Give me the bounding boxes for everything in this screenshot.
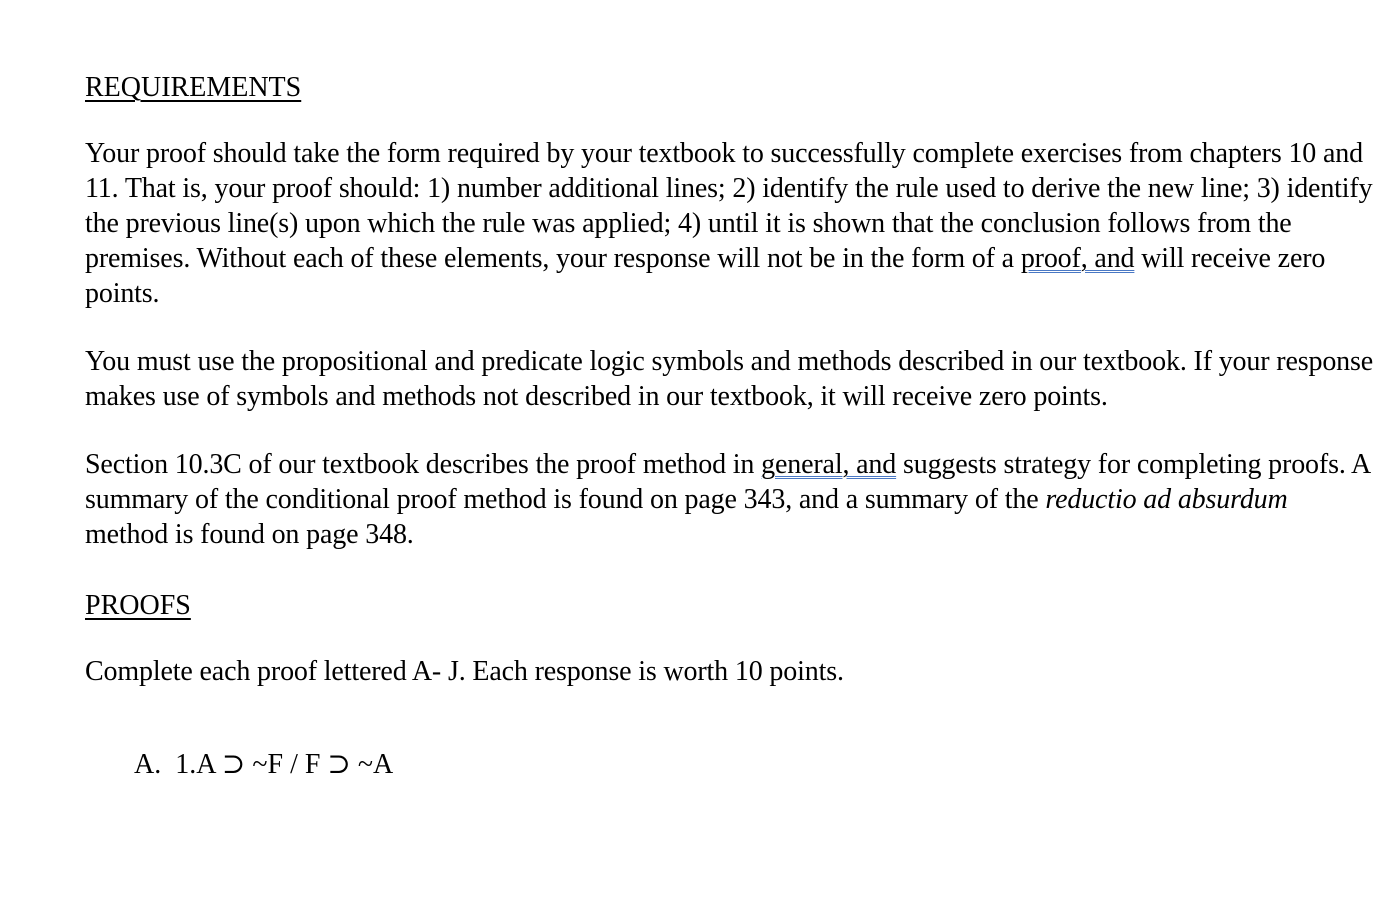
- requirements-paragraph-3: [85, 447, 1375, 552]
- paragraph-1-text-end: will receive zero points.: [85, 243, 1326, 309]
- paragraph-1-text: Your proof should take the form required by your textbook to successfully complete exercises from chapters 10 and 11. That is, your proof should: 1) number additional lines; 2) identify the rule used to derive the new line; 3) identify the previous line(s) upon which the rule was applied; 4) until it is shown that the conclusion follows from the premises. Without each of these elements, your response will not be in the form of a: [85, 138, 1373, 274]
- proofs-intro: Complete each proof lettered A- J. Each response is worth 10 points.: [85, 656, 844, 687]
- proofs-heading: PROOFS: [85, 590, 191, 621]
- grammar-flagged-text[interactable]: general, and: [761, 449, 897, 480]
- italic-term: reductio ad absurdum: [1045, 484, 1288, 515]
- document-page: [85, 68, 1375, 783]
- grammar-flagged-text[interactable]: proof, and: [1020, 243, 1135, 274]
- requirements-paragraph-1: [85, 136, 1375, 311]
- paragraph-3-text-mid: suggests strategy for completing proofs. A summary of the conditional proof method is found on page 343, and a summary of the: [85, 449, 1370, 515]
- requirements-heading: REQUIREMENTS: [85, 72, 302, 103]
- paragraph-3-text-end: method is found on page 348.: [85, 519, 414, 550]
- paragraph-3-text: Section 10.3C of our textbook describes the proof method in: [85, 449, 762, 480]
- proof-item-a: A. 1.A ⊃ ~F / F ⊃ ~A: [134, 749, 394, 780]
- requirements-paragraph-2: You must use the propositional and predicate logic symbols and methods described in our textbook. If your response makes use of symbols and methods not described in our textbook, it will receive zero points.: [85, 346, 1374, 412]
